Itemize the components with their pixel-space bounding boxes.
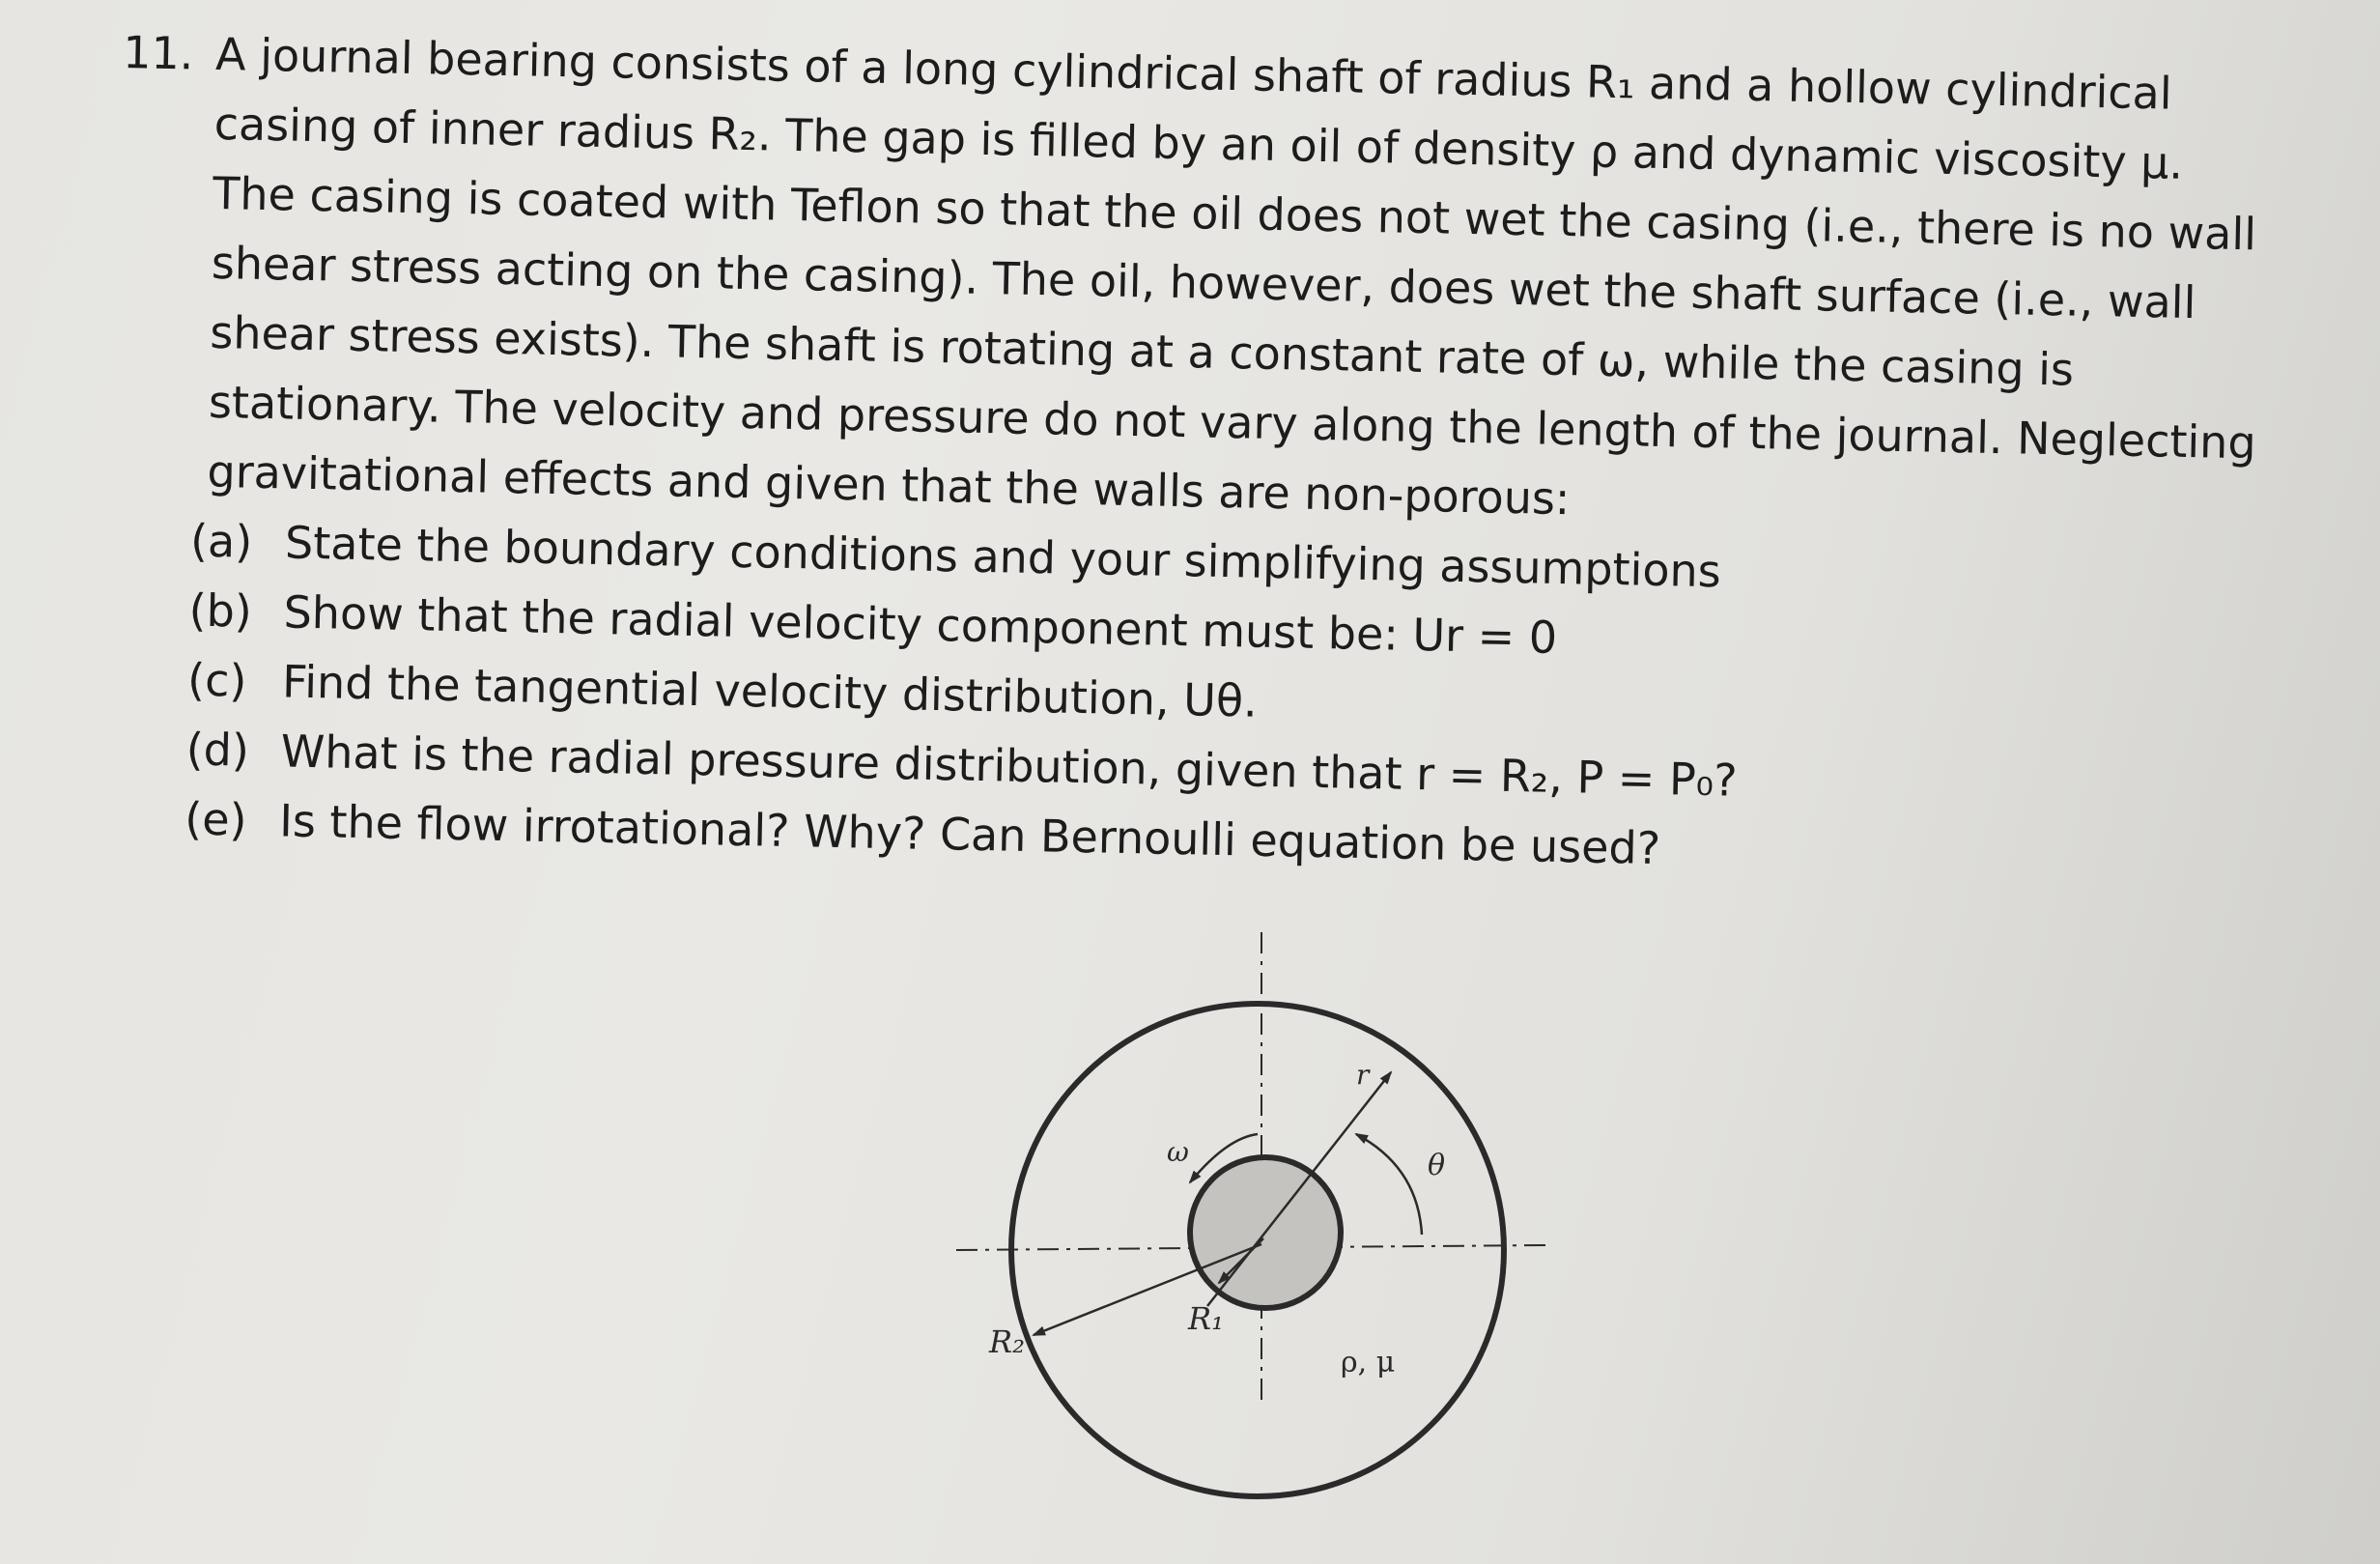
theta-angle-arc bbox=[1356, 1134, 1422, 1235]
r1-label: R₁ bbox=[1188, 1300, 1224, 1337]
theta-label: θ bbox=[1428, 1149, 1446, 1182]
part-text: Is the flow irrotational? Why? Can Bernoulli equation be used? bbox=[278, 794, 1661, 875]
problem-statement: A journal bearing consists of a long cylindrical shaft of radius R₁ and a hollow cylindrical casing of inner radius R₂. The gap is filled by an oil of density ρ and dynamic viscosity μ. The casing is coated with Teflon so that the oil does not wet the casing (i.e., there is no wall shear stress acting on the casing). The oil, however, does wet the shaft surface (i.e., wall shear stress exists). The shaft is rotating at a constant rate of ω, while the casing is stationary. The velocity and pressure do not vary along the length of the journal. Neglecting gravitational effects and given that the walls are non-porous: bbox=[207, 27, 2257, 526]
part-label: (c) bbox=[186, 653, 247, 707]
part-text: What is the radial pressure distribution, given that r = R₂, P = P₀? bbox=[280, 725, 1739, 807]
part-label: (b) bbox=[188, 583, 253, 638]
fluid-properties-label: ρ, μ bbox=[1341, 1346, 1396, 1379]
problem-11 bbox=[107, 17, 2326, 896]
journal-bearing-diagram bbox=[927, 908, 1565, 1526]
problem-parts bbox=[184, 506, 2316, 896]
omega-label: ω bbox=[1167, 1136, 1189, 1168]
r2-label: R₂ bbox=[989, 1323, 1025, 1360]
r-label: r bbox=[1356, 1059, 1370, 1091]
part-text: Find the tangential velocity distribution, Uθ. bbox=[281, 655, 1259, 727]
part-label: (d) bbox=[185, 723, 250, 777]
diagram-svg bbox=[927, 908, 1565, 1526]
problem-number: 11. bbox=[122, 25, 194, 80]
part-label: (e) bbox=[184, 792, 248, 846]
part-text: Show that the radial velocity component must be: Ur = 0 bbox=[283, 585, 1558, 664]
part-label: (a) bbox=[189, 514, 253, 568]
part-text: State the boundary conditions and your simplifying assumptions bbox=[284, 516, 1722, 598]
